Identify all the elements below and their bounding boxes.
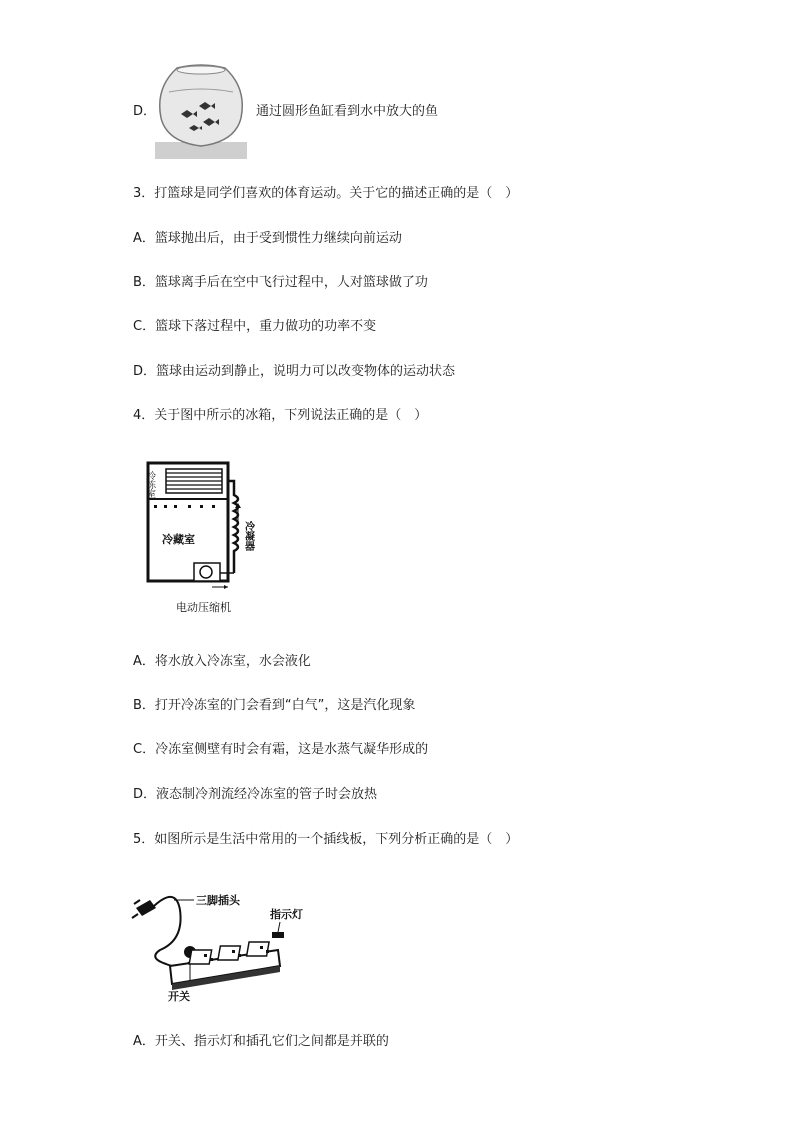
q5-stem: 5．如图所示是生活中常用的一个插线板，下列分析正确的是（ ） <box>133 832 519 847</box>
q3-option-a: A．篮球抛出后，由于受到惯性力继续向前运动 <box>133 231 402 246</box>
q4-option-c: C．冷冻室侧壁有时会有霜，这是水蒸气凝华形成的 <box>133 742 429 757</box>
q3-option-c: C．篮球下落过程中，重力做功的功率不变 <box>133 319 377 334</box>
compressor-label: 电动压缩机 <box>176 601 231 614</box>
q4-stem: 4．关于图中所示的冰箱，下列说法正确的是（ ） <box>133 408 428 423</box>
q3-option-d: D．篮球由运动到静止，说明力可以改变物体的运动状态 <box>133 364 456 379</box>
refrigerator-diagram <box>142 455 282 620</box>
fish-bowl-image <box>155 62 247 159</box>
q2-option-d-text: 通过圆形鱼缸看到水中放大的鱼 <box>256 104 439 119</box>
plug-label: 三脚插头 <box>196 894 240 907</box>
q4-option-d: D．液态制冷剂流经冷冻室的管子时会放热 <box>133 787 378 802</box>
q4-option-b: B．打开冷冻室的门会看到“白气”，这是汽化现象 <box>133 698 416 713</box>
switch-label: 开关 <box>168 990 190 1003</box>
q4-option-a: A．将水放入冷冻室，水会液化 <box>133 654 311 669</box>
q3-stem: 3．打篮球是同学们喜欢的体育运动。关于它的描述正确的是（ ） <box>133 186 519 201</box>
fridge-label: 冷藏室 <box>162 533 195 546</box>
q5-option-a: A．开关、指示灯和插孔它们之间都是并联的 <box>133 1034 389 1049</box>
power-strip-diagram <box>130 880 310 1005</box>
indicator-label: 指示灯 <box>270 908 303 921</box>
q3-option-b: B．篮球离手后在空中飞行过程中，人对篮球做了功 <box>133 275 428 290</box>
q2-option-d-label: D． <box>133 104 157 119</box>
freezer-label: 冷冻室 <box>145 471 155 498</box>
condenser-label: 冷凝器 <box>242 521 254 551</box>
